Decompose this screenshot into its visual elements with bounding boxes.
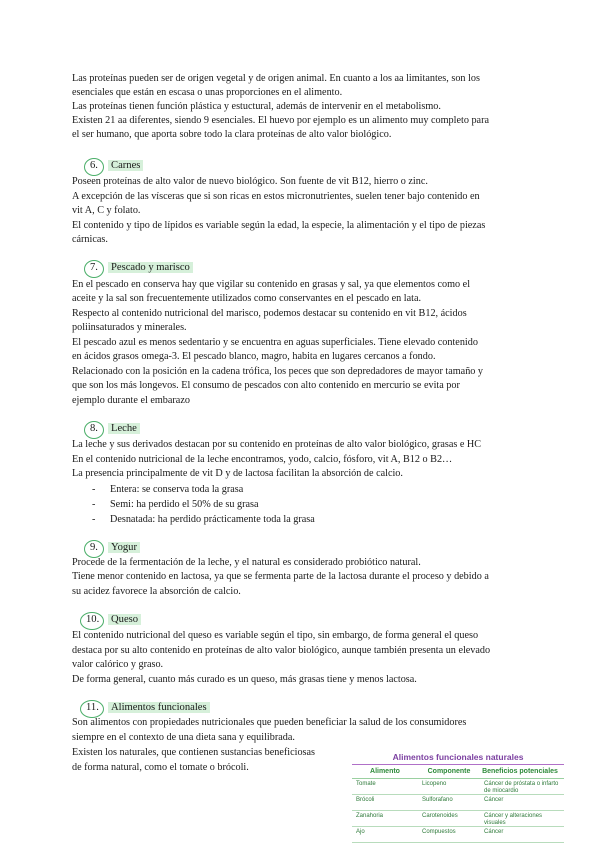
table-cell: Compuestos xyxy=(422,829,456,835)
section-number: 9. xyxy=(90,542,98,553)
table-cell: Licopeno xyxy=(422,781,447,787)
text-line: De forma general, cuanto más curado es un queso, más grasas tiene y menos lactosa. xyxy=(72,674,417,685)
section-title: Yogur xyxy=(108,542,140,553)
table-cell: Cáncer de próstata o infarto de miocardio xyxy=(484,781,559,794)
section-number: 6. xyxy=(90,160,98,171)
section-number: 8. xyxy=(90,423,98,434)
text-line: La presencia principalmente de vit D y de lactosa facilitan la absorción de calcio. xyxy=(72,468,403,479)
text-line: siempre en el contexto de una dieta sana y equilibrada. xyxy=(72,732,295,743)
text-line: El pescado azul es menos sedentario y se encuentra en aguas superficiales. Tiene elevado contenido xyxy=(72,337,478,348)
table-row xyxy=(352,827,564,843)
text-line: su acidez favorece la absorción de calcio. xyxy=(72,586,241,597)
text-line: Las proteínas pueden ser de origen vegetal y de origen animal. En cuanto a los aa limitantes, son los xyxy=(72,73,480,84)
table-cell: Carotenoides xyxy=(422,813,458,819)
section-number: 10. xyxy=(86,614,100,625)
list-item: - Desnatada: ha perdido prácticamente toda la grasa xyxy=(92,514,315,525)
text-line: en ácidos grasos omega-3. El pescado blanco, magro, habita en lugares cercanos a fondo. xyxy=(72,351,436,362)
text-line: Son alimentos con propiedades nutricionales que pueden beneficiar la salud de los consumidores xyxy=(72,717,467,728)
table-cell: Cáncer xyxy=(484,829,504,835)
text-line: Existen 21 aa diferentes, siendo 9 esenciales. El huevo por ejemplo es un alimento muy completo para xyxy=(72,115,489,126)
text-line: ejemplo durante el embarazo xyxy=(72,395,190,406)
text-line: Respecto al contenido nutricional del marisco, podemos destacar su contenido en vit B12, ácidos xyxy=(72,308,467,319)
table-row xyxy=(352,795,564,811)
table-cell: Brócoli xyxy=(356,797,375,803)
text-line: de forma natural, como el tomate o brócoli. xyxy=(72,762,249,773)
text-line: Relacionado con la posición en la cadena trófica, los peces que son depredadores de mayor tamaño y xyxy=(72,366,484,377)
text-line: que son los más longevos. El consumo de pescados con alto contenido en mercurio se evita por xyxy=(72,380,460,391)
section-title: Carnes xyxy=(108,160,143,171)
list-item: - Entera: se conserva toda la grasa xyxy=(92,484,244,495)
text-line: Procede de la fermentación de la leche, y el natural es considerado probiótico natural. xyxy=(72,557,421,568)
text-line: La leche y sus derivados destacan por su contenido en proteínas de alto valor biológico, grasas e HC xyxy=(72,439,482,450)
text-line: Poseen proteínas de alto valor de nuevo biológico. Son fuente de vit B12, hierro o zinc. xyxy=(72,176,428,187)
text-line: valor calórico y graso. xyxy=(72,659,164,670)
section-number: 7. xyxy=(90,262,98,273)
text-line: Tiene menor contenido en lactosa, ya que se fermenta parte de la lactosa durante el proceso y debido a xyxy=(72,571,489,582)
text-line: Existen los naturales, que contienen sustancias beneficiosas xyxy=(72,747,316,758)
table-cell: Cáncer xyxy=(484,797,504,803)
text-line: En el pescado en conserva hay que vigilar su contenido en grasas y sal, ya que elementos como el xyxy=(72,279,471,290)
text-line: el ser humano, que aporta sobre todo la clara proteínas de alto valor biológico. xyxy=(72,129,392,140)
table-cell: Zanahoria xyxy=(356,813,384,819)
text-line: esenciales que están en escasa o unas proporciones en el alimento. xyxy=(72,87,343,98)
table-header xyxy=(352,765,564,779)
text-line: El contenido nutricional del queso es variable según el tipo, sin embargo, de forma general el queso xyxy=(72,630,479,641)
table-header-cell: Alimento xyxy=(370,768,400,775)
list-item: - Semi: ha perdido el 50% de su grasa xyxy=(92,499,259,510)
text-line: A excepción de las vísceras que si son ricas en estos micronutrientes, suelen tener bajo contenido en xyxy=(72,191,480,202)
section-number: 11. xyxy=(86,702,99,713)
text-line: aceite y la sal son frecuentemente utilizados como conservantes en el pescado en lata. xyxy=(72,293,422,304)
functional-foods-table xyxy=(352,752,564,843)
section-title: Pescado y marisco xyxy=(108,262,193,273)
table-header-cell: Componente xyxy=(427,768,471,775)
section-title: Queso xyxy=(108,614,141,625)
section-title: Leche xyxy=(108,423,140,434)
table-cell: Cáncer y alteraciones visuales xyxy=(484,813,543,826)
table-cell: Tomate xyxy=(356,781,376,787)
table-header-cell: Beneficios potenciales xyxy=(482,768,558,775)
text-line: Las proteínas tienen función plástica y estuctural, además de intervenir en el metabolismo. xyxy=(72,101,441,112)
table-row xyxy=(352,811,564,827)
table-cell: Ajo xyxy=(356,829,365,835)
text-line: En el contenido nutricional de la leche encontramos, yodo, calcio, fósforo, vit A, B12 o B2… xyxy=(72,454,453,465)
table-cell: Sulforafano xyxy=(422,797,453,803)
text-line: El contenido y tipo de lípidos es variable según la edad, la especie, la alimentación y el tipo de piezas xyxy=(72,220,486,231)
table-row xyxy=(352,779,564,795)
text-line: destaca por su alto contenido en proteínas de alto valor biológico, aunque también presenta un elevado xyxy=(72,645,491,656)
section-title: Alimentos funcionales xyxy=(108,702,210,713)
text-line: cárnicas. xyxy=(72,234,108,245)
text-line: poliinsaturados y minerales. xyxy=(72,322,187,333)
text-line: vit A, C y folato. xyxy=(72,205,141,216)
table-title: Alimentos funcionales naturales xyxy=(352,752,564,765)
